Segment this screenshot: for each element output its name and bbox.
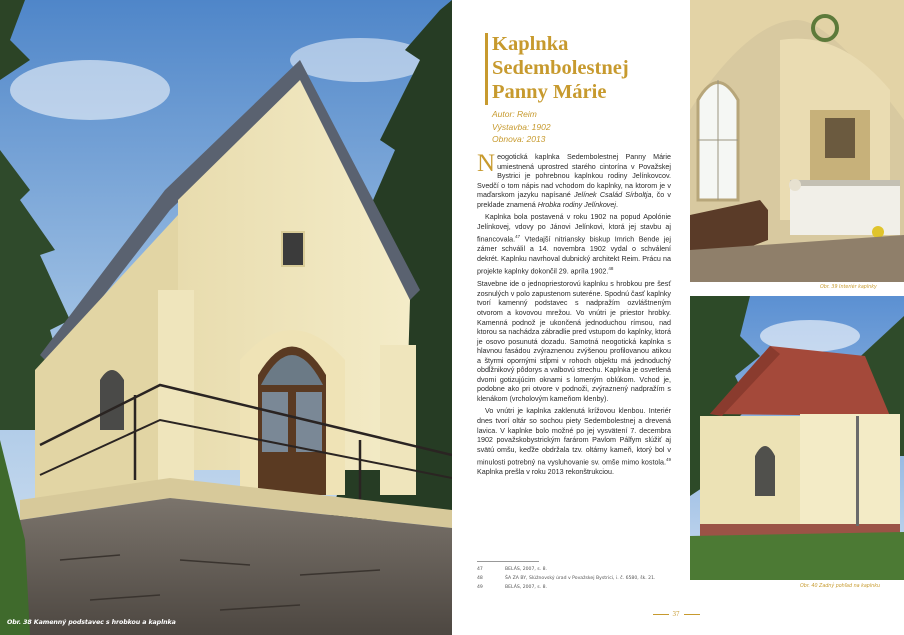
rear-view-caption: Obr. 40 Zadný pohľad na kaplnku xyxy=(800,584,881,589)
title-accent-bar xyxy=(485,33,488,105)
meta-author: Autor: Reim xyxy=(492,109,537,119)
interior-illustration xyxy=(690,0,904,282)
article-meta xyxy=(492,108,551,146)
article-title xyxy=(492,32,672,104)
interior-photo-caption: Obr. 39 Interiér kaplnky xyxy=(820,285,877,290)
footnote-ref-49: 49 xyxy=(665,457,671,463)
title-line-2: Sedembolestnej xyxy=(492,57,629,79)
drop-cap: N xyxy=(477,150,496,177)
paragraph-3: Stavebne ide o jednopriestorovú kaplnku s hrobkou pre šesť zosnulých v polo zapustenom suteréne. Spodnú časť kaplnky tvorí kamenný podstavec s nadpražím ozvláštneným otvorom a kovovou mrežou. Vo vnútri je priestor hrobky. Kamenná podnož je ukončená jednoduchou rímsou, nad ktorou sa nachádza zábradlie pred vstupom do kaplnky, ktorá je osovo posunutá dozadu. Samotná neogotická kaplnka s hlavnou fasádou zvýraznenou zvýšenou profilovanou atikou a štyrmi opornými stĺpmi v rohoch objektu má jednoduchý obdĺžnikový pôdorys a valbovú strechu. Kaplnka je osvetlená dvomi gotizujúcim oknami s lomeným oblúkom. Vchod je, podobne ako pri otvore v podnoži, zvýraznený nadpražím s klenákom (vrcholovým kameňom klenby). xyxy=(477,280,672,403)
rear-view-illustration xyxy=(690,296,904,580)
title-line-1: Kaplnka xyxy=(492,33,569,55)
footnote-ref-47: 47 xyxy=(515,234,521,240)
paragraph-4: Vo vnútri je kaplnka zaklenutá krížovou klenbou. Interiér dnes tvorí oltár so sochou piety Sedembolestnej a drevená lavica. V kaplnke bolo možné po jej vysvätení 7. decembra 1902 považskobystrickým farárom Pavlom Pálfym slúžiť aj svätú omšu, keďže obdržala tzv. oltárny kameň, ktorý bol v minulosti potrebný na vysluhovanie sv. omše mimo kostola.$^{49}$ Kaplnka prešla v roku 2013 rekonštrukciou. xyxy=(477,407,671,477)
article-body xyxy=(477,150,672,481)
meta-built: Výstavba: 1902 xyxy=(492,121,551,132)
paragraph-1: Neogotická kaplnka Sedembolestnej Panny Márie umiestnená uprostred starého cintorína v Považskej Bystrici je pohrebnou kaplnkou rodiny Jelínkovcov. Svedčí o tom nápis nad vchodom do kaplnky, na ktorom je v maďarskom jazyku napísané Jelínek Család Sírboltja, čo v preklade znamená Hrobka rodiny Jelínkovej. xyxy=(477,150,671,209)
title-line-3: Panny Márie xyxy=(492,81,607,103)
meta-renewed: Obnova: 2013 xyxy=(492,134,546,144)
interior-photo xyxy=(690,0,904,282)
footnote-47: 47 BELÁS, 2007, s. 8. xyxy=(477,567,548,572)
footnote-49: 49 BELÁS, 2007, s. 8. xyxy=(477,585,548,590)
footnote-48: 48 ŠA ZA BY, Slúžnovský úrad v Považskej Bystrici, i. č. 6580, šk. 21. xyxy=(477,576,656,581)
footnote-ref-48: 48 xyxy=(608,266,614,272)
rear-view-photo xyxy=(690,296,904,580)
footnote-divider xyxy=(477,561,539,562)
paragraph-2: Kaplnka bola postavená v roku 1902 na popud Apolónie Jelínkovej, vdovy po Jánovi Jelínkovi, ktorá jej stavbu aj financovala.$^{47}$ Vtedajší nitriansky biskup Imrich Bende jej zámer schválil a 14. novembra 1902 vydal o schválení dekrét. Kaplnku navrhoval dubnický architekt Reim. Prácu na projekte kaplnky dokončil 29. apríla 1902.48 xyxy=(477,213,671,276)
page-number: 37 xyxy=(646,610,706,618)
left-photo-caption: Obr. 38 Kamenný podstavec s hrobkou a kaplnka xyxy=(7,619,176,626)
